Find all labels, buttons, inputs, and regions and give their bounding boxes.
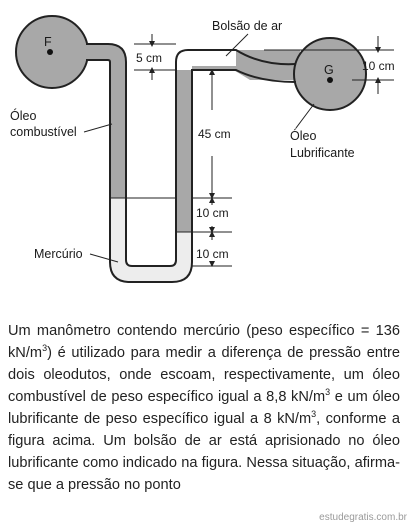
dim-5cm: 5 cm	[136, 51, 163, 65]
dim-10cm-mid: 10 cm	[196, 206, 229, 220]
lube-oil-column	[176, 70, 192, 232]
dim-10cm-low: 10 cm	[196, 247, 229, 261]
mercury-label: Mercúrio	[34, 247, 83, 261]
point-g	[327, 77, 333, 83]
air-pocket-label: Bolsão de ar	[212, 19, 283, 33]
fuel-oil-label: Óleo combustível	[10, 109, 77, 139]
problem-statement: Um manômetro contendo mercúrio (peso específico = 136 $kN/m^3$) é utilizado para medir a diferença de pressão entre dois oleodutos, onde escoam, respectivamente, um óleo combustível de peso específico igual a 8,8 $kN/m^3$ e um óleo lubrificante de peso específico igual a 8 $kN/m^3$, conforme a figura acima. Um bolsão de ar está aprisionado no óleo lubrificante como indicado na figura. Nessa situação, afirma-se que a pressão no ponto	[8, 323, 400, 493]
point-f	[47, 49, 53, 55]
lube-oil-label: Óleo Lubrificante	[290, 129, 355, 160]
bulb-f-label: F	[44, 35, 52, 49]
dim-45cm: 45 cm	[198, 127, 231, 141]
bulb-g-label: G	[324, 63, 334, 77]
dim-10cm-g: 10 cm	[362, 59, 395, 73]
watermark: estudegratis.com.br	[319, 512, 407, 523]
fuel-oil-fill	[86, 44, 126, 198]
